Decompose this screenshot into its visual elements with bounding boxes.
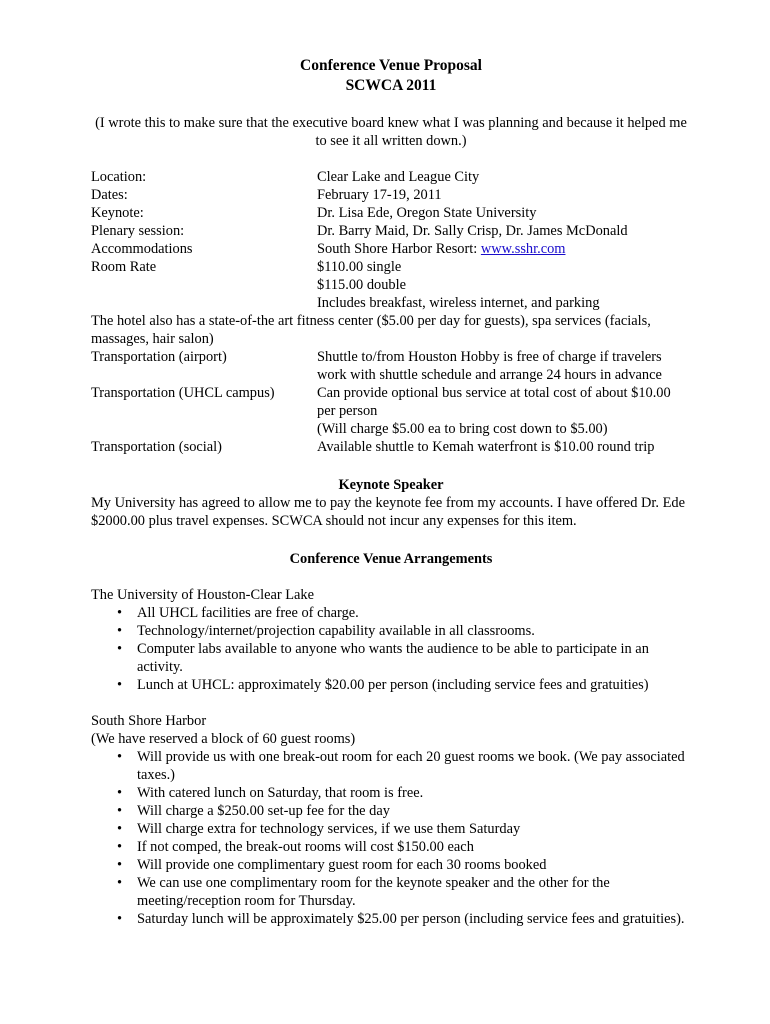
- sshr-link[interactable]: www.sshr.com: [480, 241, 566, 257]
- accommodations-label: Accommodations: [91, 241, 193, 257]
- list-item: • Will charge a $250.00 set-up fee for the day: [91, 802, 691, 820]
- list-item: • Technology/internet/projection capability available in all classrooms.: [91, 622, 691, 640]
- detail-row-keynote: [91, 204, 691, 222]
- ssh-subheading: (We have reserved a block of 60 guest rooms): [91, 731, 356, 747]
- keynote-value: Dr. Lisa Ede, Oregon State University: [317, 205, 537, 221]
- transport-uhcl-value: Can provide optional bus service at total cost of about $10.00 per person: [317, 385, 671, 419]
- title-line-2: SCWCA 2011: [345, 77, 437, 94]
- list-item: • With catered lunch on Saturday, that room is free.: [91, 784, 691, 802]
- list-item: • Saturday lunch will be approximately $25.00 per person (including service fees and gratuities).: [91, 910, 691, 928]
- ssh-list: [91, 748, 691, 928]
- transport-airport-label: Transportation (airport): [91, 349, 227, 365]
- title-line-1: Conference Venue Proposal: [300, 57, 482, 74]
- ssh-heading: South Shore Harbor: [91, 713, 207, 729]
- uhcl-list: [91, 604, 691, 694]
- detail-row-dates: [91, 186, 691, 204]
- details-block: [91, 168, 691, 456]
- list-item: • Will provide us with one break-out room for each 20 guest rooms we book. (We pay associated taxes.): [91, 748, 691, 784]
- list-item: • Will provide one complimentary guest room for each 30 rooms booked: [91, 856, 691, 874]
- intro-paragraph: (I wrote this to make sure that the executive board knew what I was planning and because it helped me to see it all written down.): [95, 115, 687, 149]
- dates-value: February 17-19, 2011: [317, 187, 442, 203]
- room-rate-label: Room Rate: [91, 259, 157, 275]
- transport-social-label: Transportation (social): [91, 439, 222, 455]
- list-item: • Lunch at UHCL: approximately $20.00 per person (including service fees and gratuities): [91, 676, 691, 694]
- list-item: • If not comped, the break-out rooms will cost $150.00 each: [91, 838, 691, 856]
- list-item: • We can use one complimentary room for the keynote speaker and the other for the meeting/reception room for Thursday.: [91, 874, 691, 910]
- detail-row-location: [91, 168, 691, 186]
- plenary-label: Plenary session:: [91, 223, 185, 239]
- location-label: Location:: [91, 169, 147, 185]
- transport-airport-value: Shuttle to/from Houston Hobby is free of charge if travelers work with shuttle schedule and arrange 24 hours in advance: [317, 349, 662, 383]
- list-item: • Will charge extra for technology services, if we use them Saturday: [91, 820, 691, 838]
- document-title: [91, 56, 691, 96]
- location-value: Clear Lake and League City: [317, 169, 480, 185]
- uhcl-heading: The University of Houston-Clear Lake: [91, 587, 314, 603]
- transport-uhcl-note: (Will charge $5.00 ea to bring cost down to $5.00): [317, 421, 608, 437]
- venue-heading: Conference Venue Arrangements: [289, 551, 493, 567]
- accommodations-value: [317, 240, 691, 258]
- room-rate-double: $115.00 double: [317, 277, 406, 293]
- accommodations-text: South Shore Harbor Resort:: [317, 241, 481, 257]
- transport-social-value: Available shuttle to Kemah waterfront is $10.00 round trip: [317, 439, 655, 455]
- keynote-label: Keynote:: [91, 205, 144, 221]
- venue-section: [91, 550, 691, 928]
- keynote-paragraph: My University has agreed to allow me to pay the keynote fee from my accounts. I have offered Dr. Ede $2000.00 plus travel expenses. SCWCA should not incur any expenses for this item.: [91, 495, 685, 529]
- list-item: • Computer labs available to anyone who wants the audience to be able to participate in an activity.: [91, 640, 691, 676]
- room-rate-includes: Includes breakfast, wireless internet, and parking: [317, 295, 600, 311]
- detail-row-accommodations: [91, 240, 691, 258]
- document-page: [91, 56, 691, 928]
- detail-row-transport-airport: [91, 348, 691, 384]
- transport-uhcl-label: Transportation (UHCL campus): [91, 385, 275, 401]
- keynote-heading: Keynote Speaker: [338, 477, 444, 493]
- detail-row-plenary: [91, 222, 691, 240]
- detail-row-transport-uhcl: [91, 384, 691, 438]
- plenary-value: Dr. Barry Maid, Dr. Sally Crisp, Dr. James McDonald: [317, 223, 628, 239]
- keynote-section: [91, 476, 691, 530]
- detail-row-transport-social: [91, 438, 691, 456]
- transport-uhcl-values: [317, 384, 691, 438]
- room-rate-single: $110.00 single: [317, 259, 402, 275]
- detail-row-room-rate: [91, 258, 691, 276]
- list-item: • All UHCL facilities are free of charge.: [91, 604, 691, 622]
- dates-label: Dates:: [91, 187, 128, 203]
- hotel-note: The hotel also has a state-of-the art fitness center ($5.00 per day for guests), spa services (facials, massages, hair salon): [91, 313, 651, 347]
